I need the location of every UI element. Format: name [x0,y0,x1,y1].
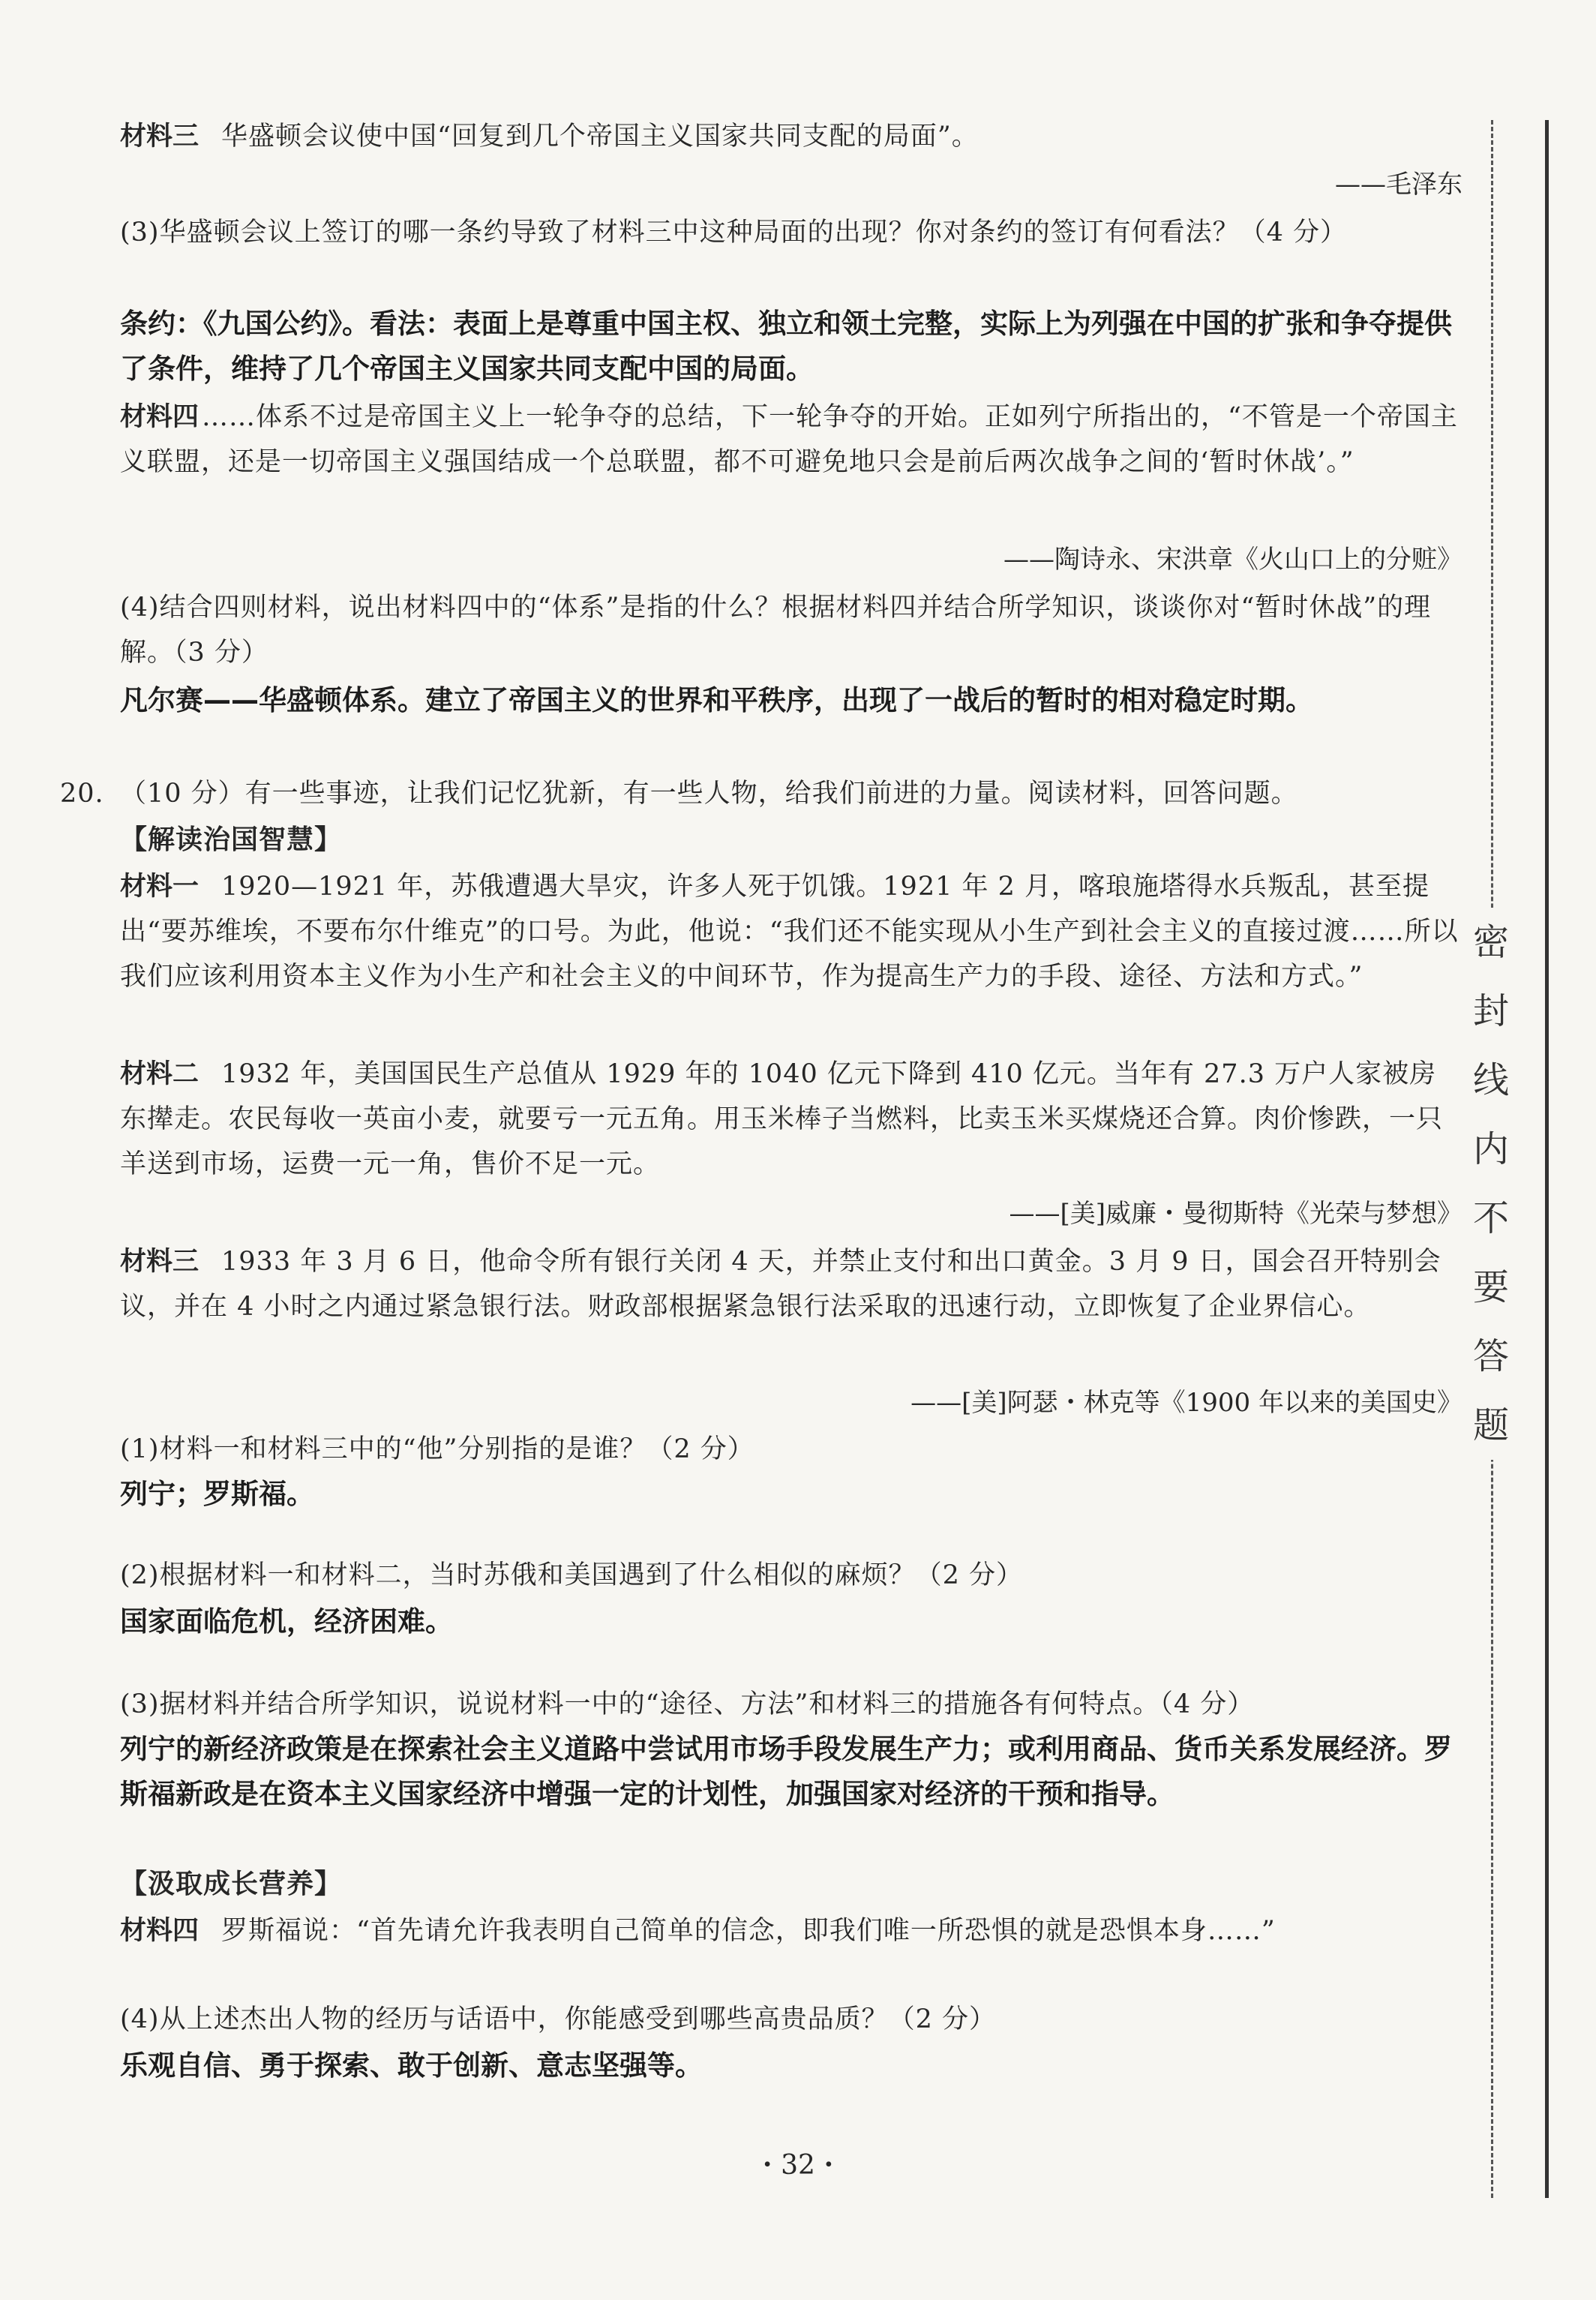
q20-answer-3: 列宁的新经济政策是在探索社会主义道路中尝试用市场手段发展生产力；或利用商品、货币关系发展经济。罗斯福新政是在资本主义国家经济中增强一定的计划性，加强国家对经济的干预和指导。 [120,1733,1452,1810]
q19-sub-question-3: (3)华盛顿会议上签订的哪一条约导致了材料三中这种局面的出现？你对条约的签订有何看法？（4 分） [120,218,1347,248]
seal-char: 线 [1472,1059,1509,1101]
material-text: 1920—1921 年，苏俄遭遇大旱灾，许多人死于饥饿。1921 年 2 月，喀琅施塔得水兵叛乱，甚至提出“要苏维埃，不要布尔什维克”的口号。为此，他说：“我们还不能实现从小生产到社会主义的直接过渡……所以我们应该利用资本主义作为小生产和社会主义的中间环节，作为提高生产力的手段、途径、方法和方式。” [120,872,1459,992]
q19-material-4-source: ——陶诗永、宋洪章《火山口上的分赃》 [1004,545,1462,575]
q20-answer-2: 国家面临危机，经济困难。 [120,1605,453,1638]
material-label: 材料三 [120,121,200,152]
binding-margin-rule [1545,120,1549,2198]
material-text: 罗斯福说：“首先请允许我表明自己简单的信念，即我们唯一所恐惧的就是恐惧本身……” [221,1916,1276,1946]
material-label: 材料四 [120,1915,200,1946]
seal-char: 答 [1472,1335,1509,1377]
seal-char: 不 [1472,1197,1509,1239]
question-intro-text: （10 分）有一些事迹，让我们记忆犹新，有一些人物，给我们前进的力量。阅读材料，回答问题。 [120,779,1298,809]
seal-char: 题 [1472,1404,1509,1446]
q20-intro [60,771,1462,816]
q20-sub-question-2: (2)根据材料一和材料二，当时苏俄和美国遇到了什么相似的麻烦？（2 分） [120,1560,1023,1590]
material-text: 1932 年，美国国民生产总值从 1929 年的 1040 亿元下降到 410 亿元。当年有 27.3 万户人家被房东撵走。农民每收一英亩小麦，就要亏一元五角。用玉米棒子当燃料，比卖玉米买煤烧还合算。肉价惨跌，一只羊送到市场，运费一元一角，售价不足一元。 [120,1059,1444,1179]
material-label: 材料一 [120,871,200,902]
seal-char: 内 [1472,1128,1509,1170]
q20-material-4 [120,1908,1462,1953]
section-heading-growth: 【汲取成长营养】 [120,1869,343,1899]
material-label: 材料四 [120,401,200,432]
q20-material-2 [120,1052,1462,1187]
q19-sub-question-4: (4)结合四则材料，说出材料四中的“体系”是指的什么？根据材料四并结合所学知识，谈谈你对“暂时休战”的理解。（3 分） [120,593,1432,668]
q20-sub-question-3: (3)据材料并结合所学知识，说说材料一中的“途径、方法”和材料三的措施各有何特点。（4 分） [120,1689,1255,1719]
q20-material-3-source: ——[美]阿瑟・林克等《1900 年以来的美国史》 [910,1388,1462,1418]
q20-sub-question-1: (1)材料一和材料三中的“他”分别指的是谁？（2 分） [120,1434,754,1464]
q20-answer-4: 乐观自信、勇于探索、敢于创新、意志坚强等。 [120,2049,703,2082]
q19-material-4 [120,395,1462,485]
q20-material-2-source: ——[美]威廉・曼彻斯特《光荣与梦想》 [1009,1199,1462,1229]
page-number: ・32・ [754,2150,842,2181]
seal-char: 要 [1472,1266,1509,1308]
material-label: 材料二 [120,1058,200,1089]
material-label: 材料三 [120,1246,200,1277]
section-heading-governance: 【解读治国智慧】 [120,824,343,855]
q19-material-3-source: ——毛泽东 [1335,170,1462,200]
material-text: ……体系不过是帝国主义上一轮争夺的总结，下一轮争夺的开始。正如列宁所指出的，“不管是一个帝国主义联盟，还是一切帝国主义强国结成一个总联盟，都不可避免地只会是前后两次战争之间的‘暂时休战’。” [120,402,1458,477]
q19-answer-4: 凡尔赛——华盛顿体系。建立了帝国主义的世界和平秩序，出现了一战后的暂时的相对稳定时期。 [120,684,1313,716]
seal-char: 封 [1472,990,1509,1032]
q20-material-3 [120,1239,1462,1329]
material-text: 华盛顿会议使中国“回复到几个帝国主义国家共同支配的局面”。 [221,122,979,152]
seal-notice [1470,908,1512,1460]
material-text: 1933 年 3 月 6 日，他命令所有银行关闭 4 天，并禁止支付和出口黄金。3 月 9 日，国会召开特别会议，并在 4 小时之内通过紧急银行法。财政部根据紧急银行法采取的迅速行动，立即恢复了企业界信心。 [120,1247,1442,1322]
question-number: 20. [60,779,104,809]
q20-answer-1: 列宁；罗斯福。 [120,1478,314,1510]
q20-material-1 [120,864,1462,999]
q19-answer-3: 条约：《九国公约》。看法：表面上是尊重中国主权、独立和领土完整，实际上为列强在中国的扩张和争夺提供了条件，维持了几个帝国主义国家共同支配中国的局面。 [120,308,1452,385]
seal-char: 密 [1472,921,1509,963]
q20-sub-question-4: (4)从上述杰出人物的经历与话语中，你能感受到哪些高贵品质？（2 分） [120,2004,996,2034]
q19-material-3 [120,114,1462,159]
